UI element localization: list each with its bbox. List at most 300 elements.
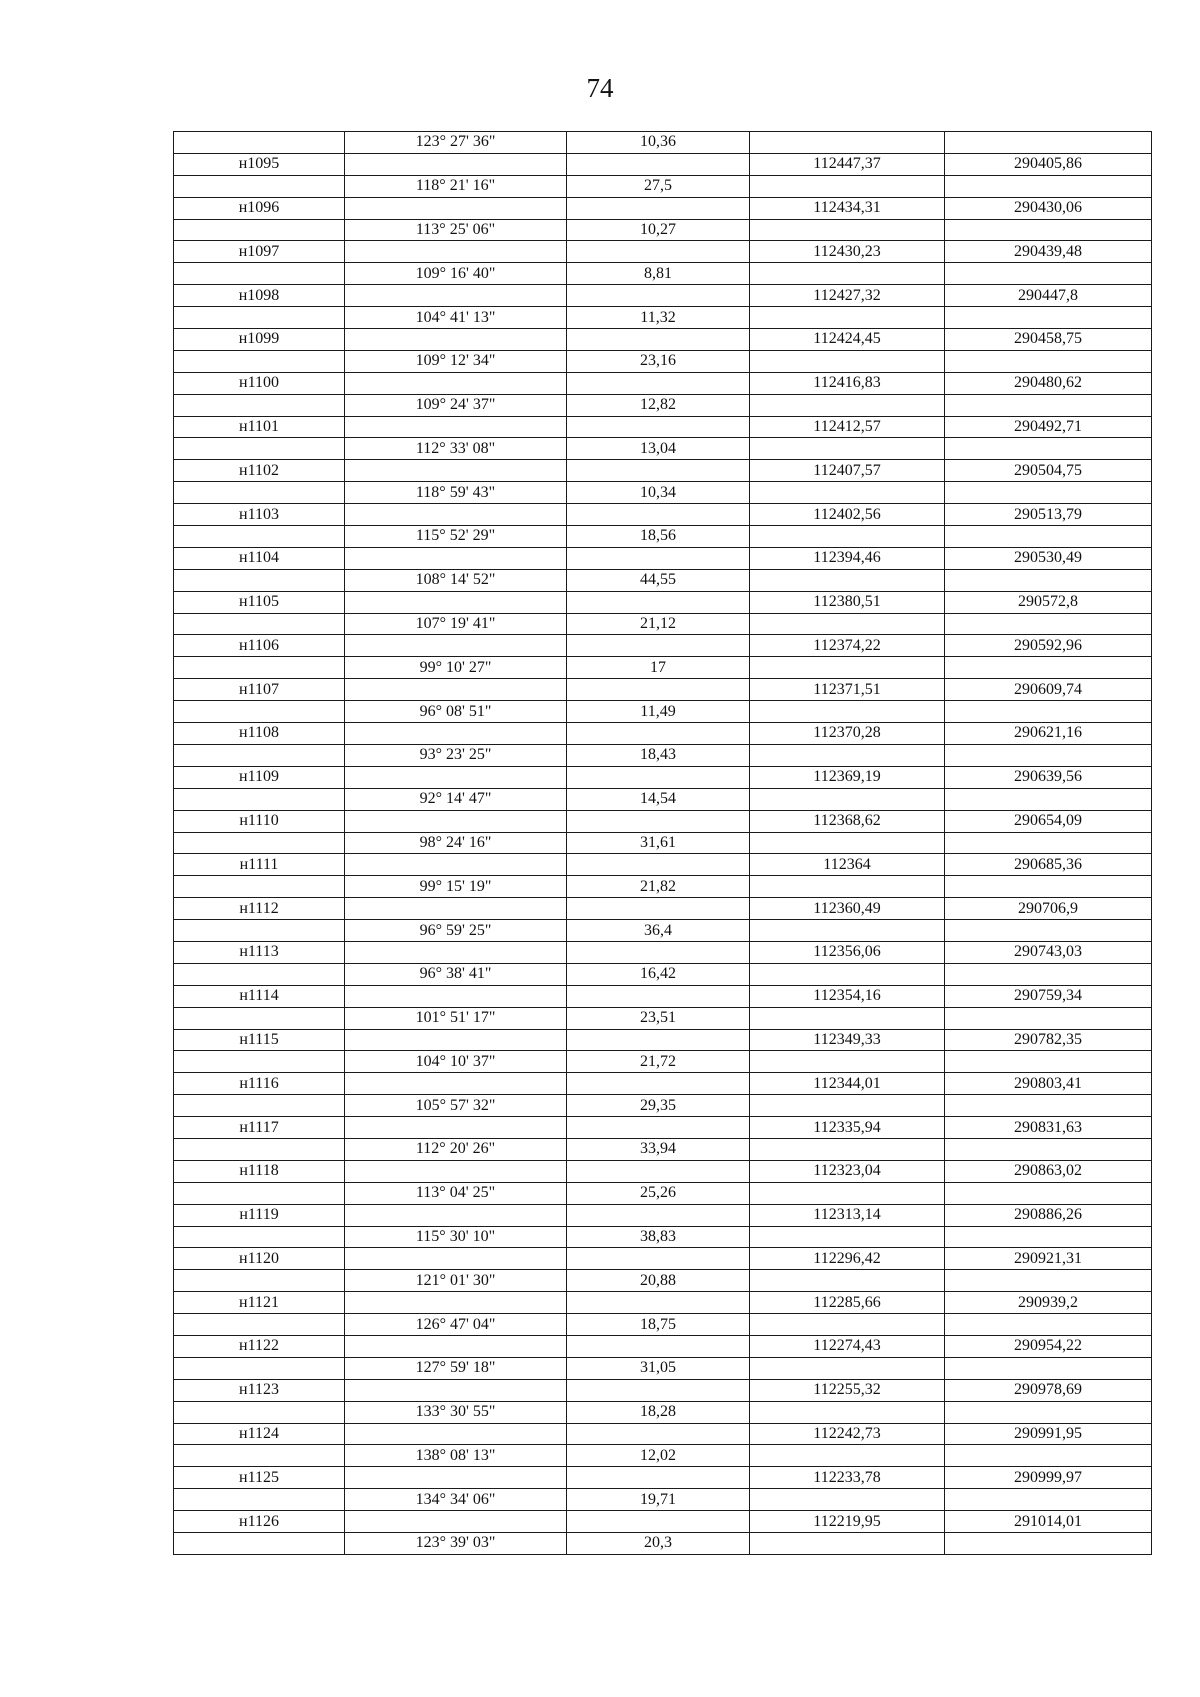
table-row <box>174 416 1152 438</box>
side-length-cell: 12,82 <box>567 394 750 416</box>
table-row <box>174 285 1152 307</box>
y-coordinate-cell <box>945 1051 1152 1073</box>
side-length-cell <box>567 810 750 832</box>
point-name-cell: н1105 <box>174 591 345 613</box>
direction-angle-cell: 99° 15' 19" <box>345 876 567 898</box>
point-name-cell <box>174 132 345 154</box>
y-coordinate-cell <box>945 394 1152 416</box>
y-coordinate-cell <box>945 1533 1152 1555</box>
y-coordinate-cell: 290978,69 <box>945 1379 1152 1401</box>
side-length-cell: 18,56 <box>567 526 750 548</box>
side-length-cell <box>567 941 750 963</box>
direction-angle-cell <box>345 1335 567 1357</box>
point-name-cell <box>174 920 345 942</box>
point-name-cell <box>174 1226 345 1248</box>
point-name-cell: н1119 <box>174 1204 345 1226</box>
y-coordinate-cell: 290685,36 <box>945 854 1152 876</box>
y-coordinate-cell <box>945 482 1152 504</box>
side-length-cell <box>567 285 750 307</box>
x-coordinate-cell: 112323,04 <box>750 1160 945 1182</box>
table-row <box>174 1248 1152 1270</box>
point-name-cell: н1099 <box>174 329 345 351</box>
table-row <box>174 482 1152 504</box>
direction-angle-cell: 126° 47' 04" <box>345 1314 567 1336</box>
direction-angle-cell: 99° 10' 27" <box>345 657 567 679</box>
table-row <box>174 197 1152 219</box>
direction-angle-cell <box>345 679 567 701</box>
point-name-cell <box>174 1445 345 1467</box>
table-row <box>174 1423 1152 1445</box>
x-coordinate-cell: 112374,22 <box>750 635 945 657</box>
y-coordinate-cell: 290492,71 <box>945 416 1152 438</box>
table-row <box>174 1292 1152 1314</box>
direction-angle-cell: 105° 57' 32" <box>345 1095 567 1117</box>
y-coordinate-cell: 290430,06 <box>945 197 1152 219</box>
point-name-cell: н1101 <box>174 416 345 438</box>
x-coordinate-cell <box>750 1533 945 1555</box>
y-coordinate-cell: 290609,74 <box>945 679 1152 701</box>
side-length-cell: 16,42 <box>567 963 750 985</box>
point-name-cell: н1095 <box>174 153 345 175</box>
direction-angle-cell <box>345 985 567 1007</box>
direction-angle-cell <box>345 1248 567 1270</box>
side-length-cell <box>567 1423 750 1445</box>
side-length-cell: 14,54 <box>567 788 750 810</box>
x-coordinate-cell: 112371,51 <box>750 679 945 701</box>
y-coordinate-cell <box>945 1270 1152 1292</box>
point-name-cell <box>174 1007 345 1029</box>
point-name-cell: н1103 <box>174 504 345 526</box>
table-row <box>174 241 1152 263</box>
table-row <box>174 1160 1152 1182</box>
direction-angle-cell: 93° 23' 25" <box>345 744 567 766</box>
y-coordinate-cell: 290572,8 <box>945 591 1152 613</box>
point-name-cell: н1097 <box>174 241 345 263</box>
point-name-cell <box>174 657 345 679</box>
side-length-cell: 31,05 <box>567 1357 750 1379</box>
side-length-cell <box>567 1029 750 1051</box>
side-length-cell: 18,28 <box>567 1401 750 1423</box>
y-coordinate-cell: 290886,26 <box>945 1204 1152 1226</box>
table-row <box>174 898 1152 920</box>
side-length-cell: 33,94 <box>567 1138 750 1160</box>
side-length-cell: 18,75 <box>567 1314 750 1336</box>
y-coordinate-cell <box>945 438 1152 460</box>
side-length-cell <box>567 1292 750 1314</box>
direction-angle-cell: 109° 12' 34" <box>345 350 567 372</box>
side-length-cell <box>567 1073 750 1095</box>
point-name-cell: н1126 <box>174 1511 345 1533</box>
x-coordinate-cell: 112402,56 <box>750 504 945 526</box>
direction-angle-cell <box>345 329 567 351</box>
y-coordinate-cell <box>945 657 1152 679</box>
table-row <box>174 350 1152 372</box>
point-name-cell <box>174 394 345 416</box>
table-row <box>174 394 1152 416</box>
table-row <box>174 788 1152 810</box>
side-length-cell: 10,27 <box>567 219 750 241</box>
x-coordinate-cell <box>750 920 945 942</box>
point-name-cell: н1110 <box>174 810 345 832</box>
x-coordinate-cell: 112313,14 <box>750 1204 945 1226</box>
x-coordinate-cell: 112394,46 <box>750 547 945 569</box>
y-coordinate-cell <box>945 832 1152 854</box>
x-coordinate-cell <box>750 526 945 548</box>
x-coordinate-cell: 112424,45 <box>750 329 945 351</box>
x-coordinate-cell: 112242,73 <box>750 1423 945 1445</box>
direction-angle-cell: 104° 10' 37" <box>345 1051 567 1073</box>
x-coordinate-cell: 112430,23 <box>750 241 945 263</box>
table-row <box>174 1182 1152 1204</box>
x-coordinate-cell <box>750 1401 945 1423</box>
x-coordinate-cell: 112356,06 <box>750 941 945 963</box>
direction-angle-cell: 123° 39' 03" <box>345 1533 567 1555</box>
point-name-cell: н1112 <box>174 898 345 920</box>
point-name-cell <box>174 701 345 723</box>
coordinates-table <box>173 131 1152 1555</box>
direction-angle-cell <box>345 1117 567 1139</box>
point-name-cell <box>174 569 345 591</box>
point-name-cell: н1123 <box>174 1379 345 1401</box>
table-row <box>174 307 1152 329</box>
point-name-cell <box>174 526 345 548</box>
x-coordinate-cell <box>750 963 945 985</box>
side-length-cell: 31,61 <box>567 832 750 854</box>
table-row <box>174 1379 1152 1401</box>
point-name-cell: н1108 <box>174 723 345 745</box>
point-name-cell: н1116 <box>174 1073 345 1095</box>
table-row <box>174 985 1152 1007</box>
x-coordinate-cell <box>750 1314 945 1336</box>
side-length-cell <box>567 416 750 438</box>
y-coordinate-cell <box>945 132 1152 154</box>
x-coordinate-cell: 112354,16 <box>750 985 945 1007</box>
y-coordinate-cell <box>945 788 1152 810</box>
x-coordinate-cell: 112368,62 <box>750 810 945 832</box>
point-name-cell <box>174 175 345 197</box>
direction-angle-cell: 101° 51' 17" <box>345 1007 567 1029</box>
side-length-cell: 19,71 <box>567 1489 750 1511</box>
table-row <box>174 1335 1152 1357</box>
point-name-cell: н1114 <box>174 985 345 1007</box>
table-row <box>174 744 1152 766</box>
table-row <box>174 1117 1152 1139</box>
x-coordinate-cell: 112364 <box>750 854 945 876</box>
y-coordinate-cell <box>945 876 1152 898</box>
x-coordinate-cell: 112233,78 <box>750 1467 945 1489</box>
table-row <box>174 1533 1152 1555</box>
y-coordinate-cell: 290504,75 <box>945 460 1152 482</box>
y-coordinate-cell: 290743,03 <box>945 941 1152 963</box>
point-name-cell <box>174 307 345 329</box>
point-name-cell: н1121 <box>174 1292 345 1314</box>
table-row <box>174 1357 1152 1379</box>
x-coordinate-cell <box>750 744 945 766</box>
table-row <box>174 1204 1152 1226</box>
table-row <box>174 1073 1152 1095</box>
side-length-cell: 21,82 <box>567 876 750 898</box>
y-coordinate-cell: 290405,86 <box>945 153 1152 175</box>
x-coordinate-cell <box>750 1138 945 1160</box>
side-length-cell: 25,26 <box>567 1182 750 1204</box>
x-coordinate-cell: 112274,43 <box>750 1335 945 1357</box>
direction-angle-cell <box>345 1073 567 1095</box>
table-row <box>174 876 1152 898</box>
point-name-cell <box>174 1401 345 1423</box>
direction-angle-cell <box>345 1029 567 1051</box>
direction-angle-cell: 96° 38' 41" <box>345 963 567 985</box>
point-name-cell <box>174 219 345 241</box>
y-coordinate-cell <box>945 526 1152 548</box>
table-row <box>174 635 1152 657</box>
y-coordinate-cell: 290621,16 <box>945 723 1152 745</box>
point-name-cell <box>174 963 345 985</box>
y-coordinate-cell: 290803,41 <box>945 1073 1152 1095</box>
table-row <box>174 1270 1152 1292</box>
direction-angle-cell: 134° 34' 06" <box>345 1489 567 1511</box>
x-coordinate-cell <box>750 613 945 635</box>
table-row <box>174 1445 1152 1467</box>
y-coordinate-cell: 290991,95 <box>945 1423 1152 1445</box>
table-row <box>174 1029 1152 1051</box>
y-coordinate-cell: 291014,01 <box>945 1511 1152 1533</box>
side-length-cell <box>567 1467 750 1489</box>
table-row <box>174 1511 1152 1533</box>
table-row <box>174 832 1152 854</box>
x-coordinate-cell <box>750 1095 945 1117</box>
direction-angle-cell: 118° 21' 16" <box>345 175 567 197</box>
table-row <box>174 1138 1152 1160</box>
side-length-cell <box>567 153 750 175</box>
table-row <box>174 854 1152 876</box>
y-coordinate-cell: 290513,79 <box>945 504 1152 526</box>
x-coordinate-cell <box>750 438 945 460</box>
side-length-cell <box>567 985 750 1007</box>
side-length-cell <box>567 372 750 394</box>
y-coordinate-cell: 290999,97 <box>945 1467 1152 1489</box>
x-coordinate-cell: 112416,83 <box>750 372 945 394</box>
table-row <box>174 941 1152 963</box>
y-coordinate-cell: 290782,35 <box>945 1029 1152 1051</box>
y-coordinate-cell <box>945 350 1152 372</box>
direction-angle-cell <box>345 1160 567 1182</box>
side-length-cell <box>567 1204 750 1226</box>
table-row <box>174 569 1152 591</box>
direction-angle-cell <box>345 460 567 482</box>
side-length-cell: 36,4 <box>567 920 750 942</box>
table-row <box>174 1051 1152 1073</box>
table-row <box>174 810 1152 832</box>
side-length-cell <box>567 898 750 920</box>
x-coordinate-cell <box>750 657 945 679</box>
side-length-cell: 23,16 <box>567 350 750 372</box>
y-coordinate-cell: 290759,34 <box>945 985 1152 1007</box>
direction-angle-cell <box>345 591 567 613</box>
side-length-cell <box>567 1117 750 1139</box>
y-coordinate-cell: 290831,63 <box>945 1117 1152 1139</box>
point-name-cell <box>174 1095 345 1117</box>
y-coordinate-cell <box>945 963 1152 985</box>
table-row <box>174 1007 1152 1029</box>
side-length-cell: 13,04 <box>567 438 750 460</box>
direction-angle-cell <box>345 766 567 788</box>
point-name-cell: н1102 <box>174 460 345 482</box>
direction-angle-cell <box>345 1511 567 1533</box>
direction-angle-cell: 108° 14' 52" <box>345 569 567 591</box>
side-length-cell: 17 <box>567 657 750 679</box>
x-coordinate-cell <box>750 175 945 197</box>
y-coordinate-cell: 290592,96 <box>945 635 1152 657</box>
side-length-cell: 20,88 <box>567 1270 750 1292</box>
x-coordinate-cell <box>750 263 945 285</box>
direction-angle-cell: 133° 30' 55" <box>345 1401 567 1423</box>
side-length-cell <box>567 547 750 569</box>
point-name-cell <box>174 263 345 285</box>
point-name-cell <box>174 1138 345 1160</box>
x-coordinate-cell <box>750 876 945 898</box>
table-row <box>174 175 1152 197</box>
table-row <box>174 219 1152 241</box>
x-coordinate-cell <box>750 307 945 329</box>
table-row <box>174 329 1152 351</box>
side-length-cell: 23,51 <box>567 1007 750 1029</box>
x-coordinate-cell <box>750 1226 945 1248</box>
table-row <box>174 766 1152 788</box>
y-coordinate-cell: 290863,02 <box>945 1160 1152 1182</box>
side-length-cell <box>567 329 750 351</box>
table-row <box>174 701 1152 723</box>
point-name-cell: н1098 <box>174 285 345 307</box>
direction-angle-cell <box>345 153 567 175</box>
x-coordinate-cell: 112335,94 <box>750 1117 945 1139</box>
direction-angle-cell <box>345 372 567 394</box>
x-coordinate-cell: 112447,37 <box>750 153 945 175</box>
point-name-cell: н1096 <box>174 197 345 219</box>
side-length-cell <box>567 723 750 745</box>
x-coordinate-cell: 112412,57 <box>750 416 945 438</box>
side-length-cell <box>567 591 750 613</box>
y-coordinate-cell: 290458,75 <box>945 329 1152 351</box>
x-coordinate-cell <box>750 1051 945 1073</box>
y-coordinate-cell <box>945 613 1152 635</box>
x-coordinate-cell: 112380,51 <box>750 591 945 613</box>
direction-angle-cell: 115° 30' 10" <box>345 1226 567 1248</box>
side-length-cell <box>567 197 750 219</box>
point-name-cell <box>174 482 345 504</box>
x-coordinate-cell <box>750 701 945 723</box>
direction-angle-cell: 127° 59' 18" <box>345 1357 567 1379</box>
point-name-cell: н1115 <box>174 1029 345 1051</box>
side-length-cell: 21,12 <box>567 613 750 635</box>
direction-angle-cell <box>345 241 567 263</box>
point-name-cell: н1113 <box>174 941 345 963</box>
point-name-cell <box>174 1489 345 1511</box>
y-coordinate-cell <box>945 263 1152 285</box>
side-length-cell <box>567 679 750 701</box>
direction-angle-cell <box>345 416 567 438</box>
point-name-cell <box>174 1270 345 1292</box>
x-coordinate-cell: 112360,49 <box>750 898 945 920</box>
y-coordinate-cell <box>945 1401 1152 1423</box>
y-coordinate-cell <box>945 1226 1152 1248</box>
point-name-cell <box>174 744 345 766</box>
x-coordinate-cell: 112349,33 <box>750 1029 945 1051</box>
point-name-cell: н1117 <box>174 1117 345 1139</box>
table-row <box>174 153 1152 175</box>
direction-angle-cell <box>345 810 567 832</box>
y-coordinate-cell <box>945 1095 1152 1117</box>
table-row <box>174 657 1152 679</box>
point-name-cell <box>174 788 345 810</box>
x-coordinate-cell: 112285,66 <box>750 1292 945 1314</box>
side-length-cell: 11,32 <box>567 307 750 329</box>
side-length-cell: 21,72 <box>567 1051 750 1073</box>
direction-angle-cell: 113° 25' 06" <box>345 219 567 241</box>
side-length-cell: 11,49 <box>567 701 750 723</box>
table-row <box>174 547 1152 569</box>
x-coordinate-cell <box>750 569 945 591</box>
y-coordinate-cell: 290706,9 <box>945 898 1152 920</box>
side-length-cell: 18,43 <box>567 744 750 766</box>
direction-angle-cell <box>345 1292 567 1314</box>
x-coordinate-cell <box>750 394 945 416</box>
point-name-cell <box>174 613 345 635</box>
x-coordinate-cell: 112434,31 <box>750 197 945 219</box>
y-coordinate-cell <box>945 744 1152 766</box>
side-length-cell <box>567 1379 750 1401</box>
side-length-cell: 38,83 <box>567 1226 750 1248</box>
point-name-cell: н1124 <box>174 1423 345 1445</box>
y-coordinate-cell <box>945 1489 1152 1511</box>
y-coordinate-cell <box>945 1182 1152 1204</box>
x-coordinate-cell: 112255,32 <box>750 1379 945 1401</box>
table-row <box>174 723 1152 745</box>
side-length-cell: 44,55 <box>567 569 750 591</box>
point-name-cell: н1111 <box>174 854 345 876</box>
x-coordinate-cell <box>750 788 945 810</box>
side-length-cell: 12,02 <box>567 1445 750 1467</box>
point-name-cell <box>174 1533 345 1555</box>
y-coordinate-cell: 290654,09 <box>945 810 1152 832</box>
y-coordinate-cell: 290530,49 <box>945 547 1152 569</box>
table-row <box>174 1226 1152 1248</box>
y-coordinate-cell <box>945 1138 1152 1160</box>
y-coordinate-cell <box>945 701 1152 723</box>
table-row <box>174 504 1152 526</box>
direction-angle-cell: 92° 14' 47" <box>345 788 567 810</box>
x-coordinate-cell <box>750 832 945 854</box>
table-row <box>174 438 1152 460</box>
table-row <box>174 460 1152 482</box>
direction-angle-cell: 113° 04' 25" <box>345 1182 567 1204</box>
point-name-cell: н1125 <box>174 1467 345 1489</box>
x-coordinate-cell: 112369,19 <box>750 766 945 788</box>
y-coordinate-cell: 290954,22 <box>945 1335 1152 1357</box>
coordinates-table-body <box>174 132 1152 1555</box>
x-coordinate-cell <box>750 1182 945 1204</box>
side-length-cell <box>567 1248 750 1270</box>
table-row <box>174 132 1152 154</box>
side-length-cell: 8,81 <box>567 263 750 285</box>
table-row <box>174 1489 1152 1511</box>
x-coordinate-cell: 112219,95 <box>750 1511 945 1533</box>
direction-angle-cell: 98° 24' 16" <box>345 832 567 854</box>
y-coordinate-cell <box>945 307 1152 329</box>
side-length-cell <box>567 854 750 876</box>
x-coordinate-cell: 112407,57 <box>750 460 945 482</box>
point-name-cell <box>174 876 345 898</box>
side-length-cell: 10,34 <box>567 482 750 504</box>
